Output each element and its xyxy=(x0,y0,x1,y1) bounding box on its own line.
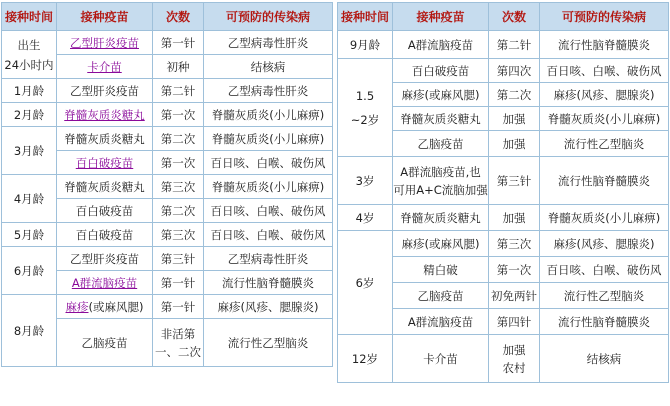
disease-cell: 流行性脑脊髓膜炎 xyxy=(204,271,333,295)
table-row xyxy=(2,103,333,127)
count-cell: 第四次 xyxy=(489,59,540,83)
vaccine-text: (或麻风腮) xyxy=(88,299,144,314)
disease-cell: 麻疹(风疹、腮腺炎) xyxy=(540,83,669,107)
vaccine-cell: 脊髓灰质炎糖丸 xyxy=(393,107,489,131)
table-row xyxy=(2,31,333,55)
header-row xyxy=(2,3,333,31)
count-text: 农村 xyxy=(502,360,526,375)
count-cell: 第二次 xyxy=(153,127,204,151)
count-cell: 第二次 xyxy=(153,199,204,223)
disease-cell: 乙型病毒性肝炎 xyxy=(204,79,333,103)
header-vaccine: 接种疫苗 xyxy=(393,3,489,31)
header-time: 接种时间 xyxy=(2,3,57,31)
count-cell: 加强 xyxy=(489,131,540,157)
time-text: 24小时内 xyxy=(4,57,54,72)
time-cell: 3岁 xyxy=(338,157,393,205)
disease-cell: 脊髓灰质炎(小儿麻痹) xyxy=(204,175,333,199)
count-text: 加强 xyxy=(502,342,526,357)
table-row xyxy=(2,79,333,103)
disease-cell: 流行性脑脊髓膜炎 xyxy=(540,31,669,59)
vaccine-cell: 乙脑疫苗 xyxy=(393,283,489,309)
vaccine-cell: 脊髓灰质炎糖丸 xyxy=(57,127,153,151)
disease-cell: 流行性乙型脑炎 xyxy=(540,283,669,309)
disease-cell: 结核病 xyxy=(204,55,333,79)
vaccine-cell[interactable] xyxy=(57,151,153,175)
time-cell: 1月龄 xyxy=(2,79,57,103)
count-cell: 加强 xyxy=(489,107,540,131)
vaccine-cell: 乙脑疫苗 xyxy=(57,319,153,367)
table-row xyxy=(338,231,669,257)
disease-cell: 流行性乙型脑炎 xyxy=(540,131,669,157)
vaccine-link[interactable]: 卡介苗 xyxy=(87,59,122,74)
disease-cell: 脊髓灰质炎(小儿麻痹) xyxy=(540,205,669,231)
vaccine-link[interactable]: 脊髓灰质炎糖丸 xyxy=(64,107,145,122)
time-cell: 8月龄 xyxy=(2,295,57,367)
vaccine-cell: A群流脑疫苗 xyxy=(393,31,489,59)
table-row xyxy=(338,31,669,59)
count-cell: 第三次 xyxy=(489,231,540,257)
count-cell: 初种 xyxy=(153,55,204,79)
time-cell xyxy=(2,31,57,79)
header-row xyxy=(338,3,669,31)
vaccine-cell: 脊髓灰质炎糖丸 xyxy=(57,175,153,199)
vaccine-cell[interactable] xyxy=(57,31,153,55)
table-row xyxy=(2,223,333,247)
disease-cell: 百日咳、白喉、破伤风 xyxy=(204,151,333,175)
vaccine-cell: 百白破疫苗 xyxy=(393,59,489,83)
vaccine-cell xyxy=(393,157,489,205)
time-text: ~2岁 xyxy=(350,112,380,127)
table-row xyxy=(338,59,669,83)
time-cell: 5月龄 xyxy=(2,223,57,247)
vaccine-cell: 乙型肝炎疫苗 xyxy=(57,79,153,103)
count-cell: 第一次 xyxy=(153,151,204,175)
time-text: 出生 xyxy=(17,37,41,52)
table-row xyxy=(2,295,333,319)
count-cell: 第一针 xyxy=(153,295,204,319)
disease-cell: 百日咳、白喉、破伤风 xyxy=(204,223,333,247)
vaccine-link[interactable]: 麻疹 xyxy=(65,299,89,314)
vaccine-text: 可用A+C流脑加强 xyxy=(393,182,488,197)
count-cell: 第一次 xyxy=(489,257,540,283)
vaccine-cell: 麻疹(或麻风腮) xyxy=(393,83,489,107)
count-cell: 第一针 xyxy=(153,271,204,295)
count-text: 非活第 xyxy=(160,326,196,341)
vaccine-link[interactable]: 百白破疫苗 xyxy=(75,155,134,170)
table-row xyxy=(338,205,669,231)
time-cell: 4月龄 xyxy=(2,175,57,223)
disease-cell: 乙型病毒性肝炎 xyxy=(204,247,333,271)
header-vaccine: 接种疫苗 xyxy=(57,3,153,31)
vaccine-cell xyxy=(57,295,153,319)
time-cell: 3月龄 xyxy=(2,127,57,175)
vaccine-cell: 乙型肝炎疫苗 xyxy=(57,247,153,271)
header-count: 次数 xyxy=(489,3,540,31)
disease-cell: 脊髓灰质炎(小儿麻痹) xyxy=(540,107,669,131)
count-cell: 第一次 xyxy=(153,103,204,127)
disease-cell: 结核病 xyxy=(540,335,669,383)
disease-cell: 百日咳、白喉、破伤风 xyxy=(540,59,669,83)
disease-cell: 麻疹(风疹、腮腺炎) xyxy=(204,295,333,319)
vaccine-cell: 卡介苗 xyxy=(393,335,489,383)
time-cell: 6月龄 xyxy=(2,247,57,295)
header-count: 次数 xyxy=(153,3,204,31)
count-cell: 第三次 xyxy=(153,175,204,199)
table-row xyxy=(2,247,333,271)
time-cell: 2月龄 xyxy=(2,103,57,127)
header-time: 接种时间 xyxy=(338,3,393,31)
time-cell: 4岁 xyxy=(338,205,393,231)
count-cell: 第二次 xyxy=(489,83,540,107)
time-cell xyxy=(338,59,393,157)
vaccine-cell[interactable] xyxy=(57,55,153,79)
vaccine-cell[interactable] xyxy=(57,103,153,127)
time-text: 1.5 xyxy=(355,88,375,103)
count-cell: 加强 xyxy=(489,205,540,231)
disease-cell: 脊髓灰质炎(小儿麻痹) xyxy=(204,103,333,127)
disease-cell: 麻疹(风疹、腮腺炎) xyxy=(540,231,669,257)
count-cell: 第一针 xyxy=(153,31,204,55)
vaccine-text: A群流脑疫苗,也 xyxy=(400,164,481,179)
count-cell: 第二针 xyxy=(489,31,540,59)
header-disease: 可预防的传染病 xyxy=(204,3,333,31)
count-text: 一、二次 xyxy=(155,344,201,359)
count-cell: 第三次 xyxy=(153,223,204,247)
disease-cell: 百日咳、白喉、破伤风 xyxy=(204,199,333,223)
count-cell: 第三针 xyxy=(489,157,540,205)
disease-cell: 乙型病毒性肝炎 xyxy=(204,31,333,55)
time-cell: 12岁 xyxy=(338,335,393,383)
disease-cell: 流行性乙型脑炎 xyxy=(204,319,333,367)
vaccine-cell: 百白破疫苗 xyxy=(57,199,153,223)
vaccine-link[interactable]: A群流脑疫苗 xyxy=(71,275,138,290)
vaccine-cell: 麻疹(或麻风腮) xyxy=(393,231,489,257)
vaccine-link[interactable]: 乙型肝炎疫苗 xyxy=(70,35,139,50)
vaccine-cell: 脊髓灰质炎糖丸 xyxy=(393,205,489,231)
count-cell xyxy=(489,335,540,383)
count-cell: 第四针 xyxy=(489,309,540,335)
vaccine-cell: 乙脑疫苗 xyxy=(393,131,489,157)
vaccine-cell: 百白破疫苗 xyxy=(57,223,153,247)
schedule-table-left xyxy=(1,2,333,367)
header-disease: 可预防的传染病 xyxy=(540,3,669,31)
schedule-table-right xyxy=(337,2,669,383)
vaccine-cell: 精白破 xyxy=(393,257,489,283)
vaccine-cell[interactable] xyxy=(57,271,153,295)
count-cell xyxy=(153,319,204,367)
table-row xyxy=(338,157,669,205)
disease-cell: 脊髓灰质炎(小儿麻痹) xyxy=(204,127,333,151)
table-row xyxy=(2,127,333,151)
time-cell: 6岁 xyxy=(338,231,393,335)
disease-cell: 流行性脑脊髓膜炎 xyxy=(540,309,669,335)
count-cell: 第三针 xyxy=(153,247,204,271)
time-cell: 9月龄 xyxy=(338,31,393,59)
vaccine-cell: A群流脑疫苗 xyxy=(393,309,489,335)
count-cell: 第二针 xyxy=(153,79,204,103)
disease-cell: 流行性脑脊髓膜炎 xyxy=(540,157,669,205)
count-cell: 初免两针 xyxy=(489,283,540,309)
disease-cell: 百日咳、白喉、破伤风 xyxy=(540,257,669,283)
table-row xyxy=(2,175,333,199)
table-row xyxy=(338,335,669,383)
